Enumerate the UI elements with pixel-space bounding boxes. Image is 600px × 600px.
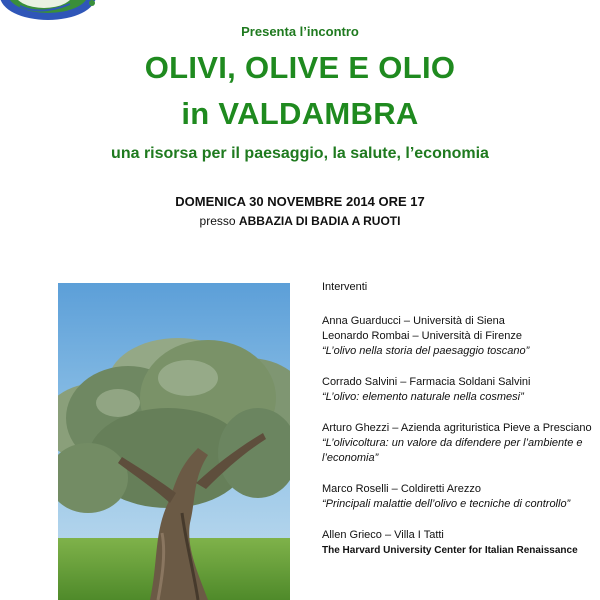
talk-title: “Principali malattie dell’olivo e tecniche di controllo” bbox=[322, 498, 571, 510]
speaker-institution: The Harvard University Center for Italian Renaissance bbox=[322, 545, 578, 556]
speakers-heading: Interventi bbox=[322, 281, 368, 293]
speaker-group bbox=[322, 375, 592, 405]
title-line-2: in VALDAMBRA bbox=[181, 96, 419, 131]
venue-prefix: presso bbox=[199, 214, 236, 228]
olive-tree-photo bbox=[58, 283, 290, 600]
association-logo bbox=[0, 0, 110, 22]
speakers-list bbox=[322, 280, 592, 574]
speaker-group bbox=[322, 528, 592, 558]
speaker-name: Leonardo Rombai – Università di Firenze bbox=[322, 330, 522, 342]
speaker-group bbox=[322, 421, 592, 466]
title-line-1: OLIVI, OLIVE E OLIO bbox=[144, 50, 456, 85]
speaker-name: Allen Grieco – Villa I Tatti bbox=[322, 529, 444, 541]
speaker-name: Arturo Ghezzi – Azienda agrituristica Pieve a Presciano bbox=[322, 422, 592, 434]
talk-title: “L’olivo nella storia del paesaggio toscano” bbox=[322, 345, 530, 357]
speaker-name: Corrado Salvini – Farmacia Soldani Salvini bbox=[322, 376, 531, 388]
subtitle: una risorsa per il paesaggio, la salute, l’economia bbox=[111, 145, 489, 162]
speaker-name: Marco Roselli – Coldiretti Arezzo bbox=[322, 483, 481, 495]
talk-title: “L’olivicoltura: un valore da difendere per l’ambiente e l’economia” bbox=[322, 437, 583, 464]
event-venue bbox=[0, 214, 600, 228]
event-date: DOMENICA 30 NOVEMBRE 2014 ORE 17 bbox=[175, 194, 425, 209]
venue-name: ABBAZIA DI BADIA A RUOTI bbox=[238, 214, 401, 228]
speaker-group bbox=[322, 314, 592, 359]
speaker-group bbox=[322, 482, 592, 512]
speaker-name: Anna Guarducci – Università di Siena bbox=[322, 315, 505, 327]
presenta-label: Presenta l’incontro bbox=[241, 24, 359, 39]
talk-title: “L’olivo: elemento naturale nella cosmesi” bbox=[322, 391, 524, 403]
